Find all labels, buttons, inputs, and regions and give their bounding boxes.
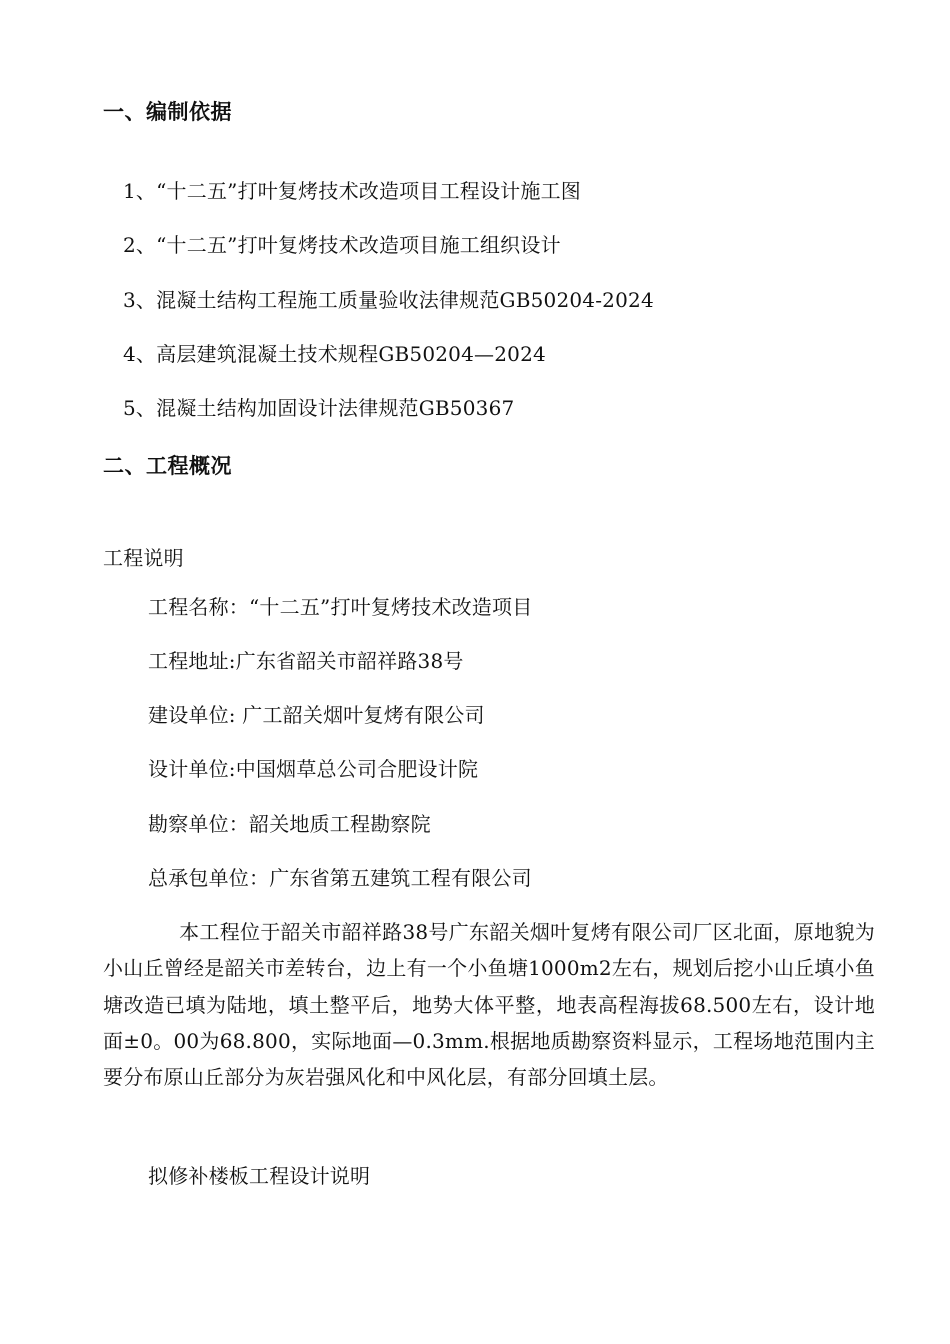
basis-item-2: 2、“十二五”打叶复烤技术改造项目施工组织设计 [123, 233, 561, 257]
design-unit-field: 设计单位:中国烟草总公司合肥设计院 [148, 757, 479, 781]
section-heading-overview: 二、工程概况 [103, 454, 232, 478]
paragraph-text: 本工程位于韶关市韶祥路38号广东韶关烟叶复烤有限公司厂区北面，原地貌为小山丘曾经是韶关市差转台，边上有一个小鱼塘1000m2左右，规划后挖小山丘填小鱼塘改造已填为陆地，填土整平后，地势大体平整，地表高程海拔68.500左右，设计地面±0。00为68.800，实际地面—0.3mm.根据地质勘察资料显示，工程场地范围内主要分布原山丘部分为灰岩强风化和中风化层，有部分回填土层。 [103, 920, 875, 1090]
basis-item-5: 5、混凝土结构加固设计法律规范GB50367 [123, 396, 515, 420]
project-overview-paragraph [103, 914, 875, 1095]
repair-design-heading: 拟修补楼板工程设计说明 [148, 1164, 371, 1188]
basis-item-1: 1、“十二五”打叶复烤技术改造项目工程设计施工图 [123, 179, 581, 203]
survey-unit-field: 勘察单位：韶关地质工程勘察院 [148, 812, 431, 836]
basis-item-3: 3、混凝土结构工程施工质量验收法律规范GB50204-2024 [123, 288, 654, 312]
project-address-field: 工程地址:广东省韶关市韶祥路38号 [148, 649, 464, 673]
owner-unit-field: 建设单位: 广工韶关烟叶复烤有限公司 [148, 703, 485, 727]
project-description-label: 工程说明 [103, 546, 184, 570]
section-heading-basis: 一、编制依据 [103, 100, 232, 124]
basis-item-4: 4、高层建筑混凝土技术规程GB50204—2024 [123, 342, 546, 366]
general-contractor-field: 总承包单位：广东省第五建筑工程有限公司 [148, 866, 532, 890]
project-name-field: 工程名称：“十二五”打叶复烤技术改造项目 [148, 595, 533, 619]
